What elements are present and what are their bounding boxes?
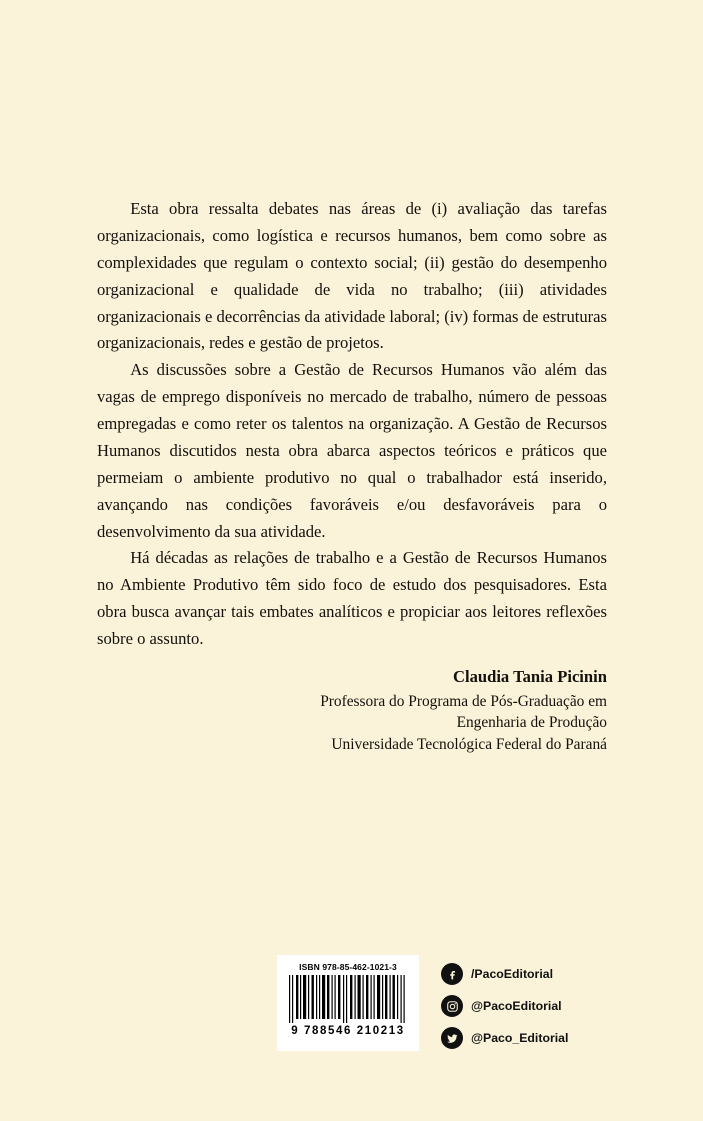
instagram-handle: @PacoEditorial xyxy=(471,999,562,1013)
twitter-handle: @Paco_Editorial xyxy=(471,1031,569,1045)
social-link-facebook[interactable] xyxy=(441,959,641,989)
author-role-line-1: Professora do Programa de Pós-Graduação em xyxy=(320,692,607,710)
isbn-label: ISBN 978-85-462-1021-3 xyxy=(299,962,397,972)
social-link-twitter[interactable] xyxy=(441,1023,641,1053)
instagram-icon xyxy=(441,995,463,1017)
blurb-paragraph-1: Esta obra ressalta debates nas áreas de (i) avaliação das tarefas organizacionais, como logística e recursos humanos, bem como sobre as complexidades que regulam o contexto social; (ii) gestão do desempenho organizacional e qualidade de vida no trabalho; (iii) atividades organizacionais e decorrências da atividade laboral; (iv) formas de estruturas organizacionais, redes e gestão de projetos. xyxy=(97,199,607,353)
isbn-barcode-block xyxy=(277,955,419,1051)
author-name: Claudia Tania Picinin xyxy=(452,667,607,686)
facebook-handle: /PacoEditorial xyxy=(471,967,554,981)
blurb-paragraph-3: Há décadas as relações de trabalho e a Gestão de Recursos Humanos no Ambiente Produtivo têm sido foco de estudo dos pesquisadores. Esta obra busca avançar tais embates analíticos e propiciar aos leitores reflexões sobre o assunto. xyxy=(97,548,607,648)
twitter-icon xyxy=(441,1027,463,1049)
social-link-instagram[interactable] xyxy=(441,991,641,1021)
barcode-image xyxy=(286,975,410,1023)
author-role-line-2: Engenharia de Produção xyxy=(456,714,607,732)
facebook-icon xyxy=(441,963,463,985)
footer xyxy=(0,955,703,1065)
social-links xyxy=(441,959,641,1055)
blurb-paragraph-2: As discussões sobre a Gestão de Recursos Humanos vão além das vagas de emprego disponíveis no mercado de trabalho, número de pessoas empregadas e como reter os talentos na organização. A Gestão de Recursos Humanos discutidos nesta obra abarca aspectos teóricos e práticos que permeiam o ambiente produtivo no qual o trabalhador está inserido, avançando nas condições favoráveis e/ou desfavoráveis para o desenvolvimento da sua atividade. xyxy=(97,360,607,541)
blurb-text xyxy=(97,196,607,653)
author-credit xyxy=(97,665,607,756)
author-institution: Universidade Tecnológica Federal do Paraná xyxy=(331,736,607,754)
barcode-digits: 9 788546 210213 xyxy=(291,1025,405,1037)
